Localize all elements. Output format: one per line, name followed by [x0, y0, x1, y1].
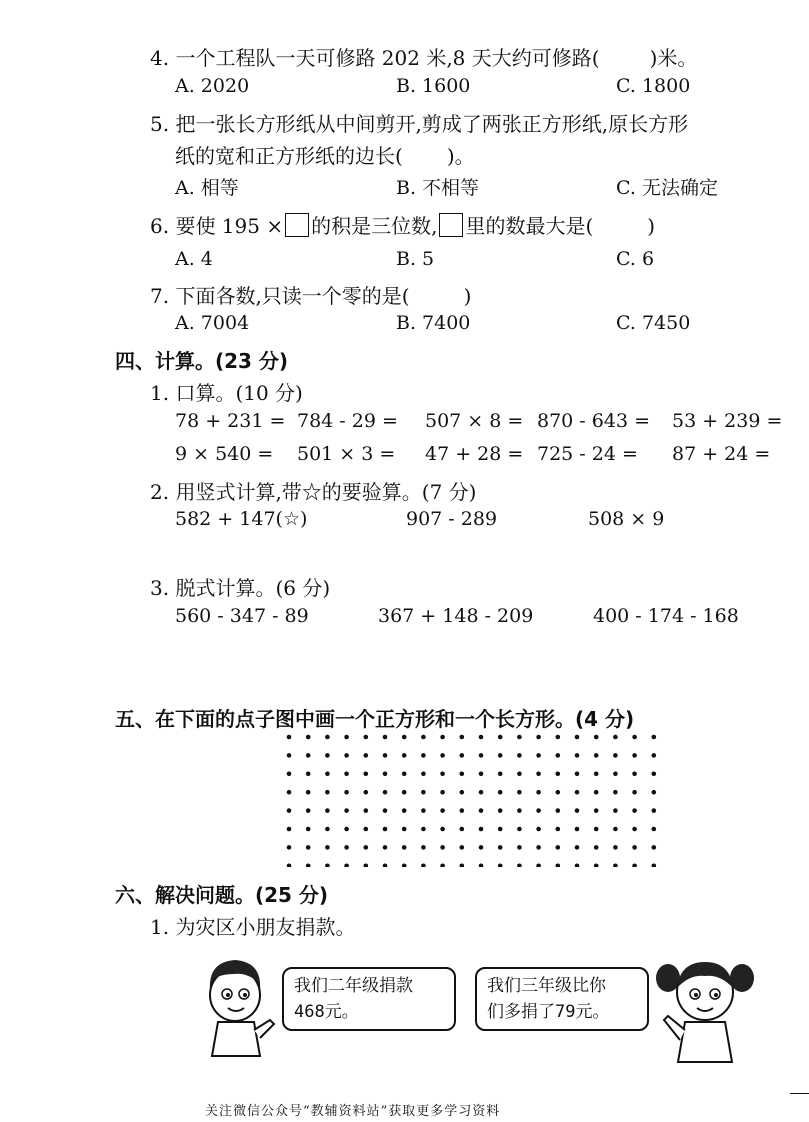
grid-dot	[632, 753, 637, 758]
grid-dot	[440, 735, 445, 740]
grid-dot	[344, 772, 349, 777]
section-6-title: 六、解决问题。(25 分)	[115, 883, 329, 907]
grid-dot	[421, 845, 426, 850]
grid-dot	[364, 808, 369, 813]
grid-dot	[632, 772, 637, 777]
sub-vertical-calc: 2. 用竖式计算,带☆的要验算。(7 分)	[150, 480, 477, 504]
grid-dot	[575, 753, 580, 758]
grid-dot	[517, 753, 522, 758]
grid-dot	[460, 772, 465, 777]
grid-dot	[536, 790, 541, 795]
grid-dot	[632, 735, 637, 740]
grid-dot	[383, 808, 388, 813]
grid-dot	[383, 845, 388, 850]
grid-dot	[364, 772, 369, 777]
grid-dot	[498, 845, 503, 850]
grid-dot	[440, 864, 445, 868]
grid-dot	[556, 772, 561, 777]
vertical-item: 582 + 147(☆)	[175, 508, 308, 530]
grid-dot	[287, 772, 292, 777]
dot-grid[interactable]	[283, 733, 663, 867]
grid-dot	[556, 735, 561, 740]
q5-option-a: A. 相等	[175, 177, 239, 199]
grid-dot	[536, 864, 541, 868]
grid-dot	[287, 808, 292, 813]
oral-item: 784 - 29 =	[297, 410, 398, 432]
q4-option-b: B. 1600	[396, 75, 471, 97]
q5-option-b: B. 不相等	[396, 177, 480, 199]
grid-dot	[440, 827, 445, 832]
speech-bubble-left	[282, 967, 456, 1031]
grid-dot	[613, 735, 618, 740]
grid-dot	[344, 790, 349, 795]
oral-item: 501 × 3 =	[297, 443, 396, 465]
grid-dot	[556, 753, 561, 758]
grid-dot	[306, 735, 311, 740]
q6-option-c: C. 6	[616, 248, 655, 270]
grid-dot	[498, 808, 503, 813]
grid-dot	[421, 753, 426, 758]
grid-dot	[594, 845, 599, 850]
oral-item: 9 × 540 =	[175, 443, 274, 465]
grid-dot	[652, 753, 657, 758]
grid-dot	[536, 735, 541, 740]
grid-dot	[421, 735, 426, 740]
grid-dot	[364, 753, 369, 758]
step-item: 560 - 347 - 89	[175, 605, 309, 627]
grid-dot	[460, 753, 465, 758]
grid-dot	[594, 808, 599, 813]
grid-dot	[632, 845, 637, 850]
grid-dot	[325, 845, 330, 850]
oral-item: 47 + 28 =	[425, 443, 524, 465]
grid-dot	[421, 827, 426, 832]
grid-dot	[402, 753, 407, 758]
grid-dot	[498, 753, 503, 758]
sub-step-calc: 3. 脱式计算。(6 分)	[150, 576, 331, 600]
oral-item: 87 + 24 =	[672, 443, 771, 465]
grid-dot	[440, 790, 445, 795]
grid-dot	[287, 753, 292, 758]
oral-item: 53 + 239 =	[672, 410, 783, 432]
sub-donation: 1. 为灾区小朋友捐款。	[150, 915, 356, 939]
grid-dot	[306, 864, 311, 868]
grid-dot	[498, 864, 503, 868]
grid-dot	[344, 864, 349, 868]
grid-dot	[479, 735, 484, 740]
grid-dot	[575, 735, 580, 740]
grid-dot	[287, 735, 292, 740]
q4-stem: 4. 一个工程队一天可修路 202 米,8 天大约可修路( )米。	[150, 46, 698, 70]
grid-dot	[287, 790, 292, 795]
vertical-item: 508 × 9	[588, 508, 665, 530]
grid-dot	[344, 827, 349, 832]
grid-dot	[344, 845, 349, 850]
grid-dot	[517, 827, 522, 832]
q4-option-a: A. 2020	[175, 75, 250, 97]
grid-dot	[517, 808, 522, 813]
grid-dot	[652, 808, 657, 813]
grid-dot	[536, 845, 541, 850]
q4-option-c: C. 1800	[616, 75, 691, 97]
grid-dot	[440, 808, 445, 813]
bubble-line: 468元。	[294, 1002, 359, 1022]
oral-item: 870 - 643 =	[537, 410, 650, 432]
q7-stem: 7. 下面各数,只读一个零的是( )	[150, 284, 472, 308]
grid-dot	[364, 845, 369, 850]
q7-option-c: C. 7450	[616, 312, 691, 334]
grid-dot	[613, 827, 618, 832]
grid-dot	[325, 772, 330, 777]
grid-dot	[460, 827, 465, 832]
grid-dot	[460, 790, 465, 795]
answer-box[interactable]	[285, 213, 309, 237]
grid-dot	[364, 827, 369, 832]
grid-dot	[498, 772, 503, 777]
grid-dot	[306, 790, 311, 795]
grid-dot	[536, 772, 541, 777]
grid-dot	[613, 864, 618, 868]
oral-item: 507 × 8 =	[425, 410, 524, 432]
sub-oral-calc: 1. 口算。(10 分)	[150, 381, 303, 405]
grid-dot	[479, 827, 484, 832]
q5-stem-line1: 5. 把一张长方形纸从中间剪开,剪成了两张正方形纸,原长方形	[150, 112, 689, 136]
grid-dot	[383, 864, 388, 868]
bubble-line: 我们三年级比你	[487, 976, 606, 996]
grid-dot	[402, 790, 407, 795]
grid-dot	[306, 753, 311, 758]
grid-dot	[556, 790, 561, 795]
grid-dot	[613, 772, 618, 777]
grid-dot	[479, 845, 484, 850]
grid-dot	[402, 827, 407, 832]
grid-dot	[383, 790, 388, 795]
grid-dot	[556, 827, 561, 832]
grid-dot	[421, 808, 426, 813]
grid-dot	[421, 864, 426, 868]
grid-dot	[632, 827, 637, 832]
grid-dot	[402, 808, 407, 813]
grid-dot	[632, 808, 637, 813]
grid-dot	[460, 735, 465, 740]
grid-dot	[402, 864, 407, 868]
grid-dot	[556, 845, 561, 850]
grid-dot	[325, 790, 330, 795]
grid-dot	[652, 735, 657, 740]
grid-dot	[460, 845, 465, 850]
grid-dot	[536, 808, 541, 813]
grid-dot	[460, 808, 465, 813]
oral-item: 78 + 231 =	[175, 410, 286, 432]
q7-option-a: A. 7004	[175, 312, 250, 334]
grid-dot	[440, 753, 445, 758]
grid-dot	[325, 735, 330, 740]
grid-dot	[575, 864, 580, 868]
grid-dot	[364, 790, 369, 795]
grid-dot	[344, 808, 349, 813]
grid-dot	[652, 845, 657, 850]
grid-dot	[613, 790, 618, 795]
grid-dot	[344, 735, 349, 740]
footer-note: 关注微信公众号“教辅资料站”获取更多学习资料	[205, 1104, 501, 1119]
grid-dot	[652, 827, 657, 832]
step-item: 400 - 174 - 168	[593, 605, 739, 627]
grid-dot	[575, 845, 580, 850]
grid-dot	[556, 864, 561, 868]
bubble-line: 们多捐了79元。	[487, 1002, 610, 1022]
grid-dot	[652, 790, 657, 795]
grid-dot	[517, 845, 522, 850]
grid-dot	[325, 808, 330, 813]
girl-illustration	[650, 950, 760, 1065]
grid-dot	[479, 864, 484, 868]
grid-dot	[652, 772, 657, 777]
grid-dot	[632, 790, 637, 795]
grid-dot	[287, 845, 292, 850]
grid-dot	[498, 735, 503, 740]
grid-dot	[364, 735, 369, 740]
grid-dot	[498, 790, 503, 795]
grid-dot	[306, 827, 311, 832]
grid-dot	[575, 827, 580, 832]
grid-dot	[575, 772, 580, 777]
grid-dot	[402, 845, 407, 850]
q7-option-b: B. 7400	[396, 312, 471, 334]
q5-option-c: C. 无法确定	[616, 177, 718, 199]
grid-dot	[306, 772, 311, 777]
grid-dot	[556, 808, 561, 813]
grid-dot	[613, 845, 618, 850]
grid-dot	[421, 790, 426, 795]
grid-dot	[517, 864, 522, 868]
grid-dot	[479, 772, 484, 777]
page-edge-mark	[790, 1093, 809, 1094]
grid-dot	[479, 753, 484, 758]
section-4-title: 四、计算。(23 分)	[115, 349, 289, 373]
grid-dot	[479, 808, 484, 813]
grid-dot	[517, 735, 522, 740]
grid-dot	[402, 735, 407, 740]
boy-illustration	[190, 950, 280, 1060]
grid-dot	[344, 753, 349, 758]
grid-dot	[575, 808, 580, 813]
q6-option-a: A. 4	[175, 248, 213, 270]
grid-dot	[536, 753, 541, 758]
step-item: 367 + 148 - 209	[378, 605, 534, 627]
section-5-title: 五、在下面的点子图中画一个正方形和一个长方形。(4 分)	[115, 707, 635, 731]
grid-dot	[325, 753, 330, 758]
grid-dot	[325, 864, 330, 868]
grid-dot	[460, 864, 465, 868]
grid-dot	[383, 827, 388, 832]
grid-dot	[421, 772, 426, 777]
grid-dot	[613, 808, 618, 813]
grid-dot	[440, 845, 445, 850]
speech-bubble-right	[475, 967, 649, 1031]
grid-dot	[383, 753, 388, 758]
grid-dot	[517, 790, 522, 795]
grid-dot	[287, 827, 292, 832]
grid-dot	[594, 864, 599, 868]
oral-item: 725 - 24 =	[537, 443, 638, 465]
grid-dot	[613, 753, 618, 758]
grid-dot	[594, 772, 599, 777]
grid-dot	[383, 735, 388, 740]
grid-dot	[364, 864, 369, 868]
grid-dot	[536, 827, 541, 832]
grid-dot	[594, 735, 599, 740]
grid-dot	[594, 753, 599, 758]
answer-box[interactable]	[439, 213, 463, 237]
grid-dot	[498, 827, 503, 832]
grid-dot	[402, 772, 407, 777]
grid-dot	[517, 772, 522, 777]
grid-dot	[652, 864, 657, 868]
q6-option-b: B. 5	[396, 248, 435, 270]
grid-dot	[440, 772, 445, 777]
grid-dot	[383, 772, 388, 777]
vertical-item: 907 - 289	[406, 508, 498, 530]
q5-stem-line2: 纸的宽和正方形纸的边长( )。	[175, 144, 475, 168]
grid-dot	[325, 827, 330, 832]
grid-dot	[575, 790, 580, 795]
q6-stem: 6. 要使 195 × 的积是三位数, 里的数最大是( )	[150, 214, 656, 238]
grid-dot	[306, 845, 311, 850]
grid-dot	[594, 790, 599, 795]
grid-dot	[287, 864, 292, 868]
bubble-line: 我们二年级捐款	[294, 976, 413, 996]
grid-dot	[306, 808, 311, 813]
grid-dot	[594, 827, 599, 832]
grid-dot	[479, 790, 484, 795]
grid-dot	[632, 864, 637, 868]
